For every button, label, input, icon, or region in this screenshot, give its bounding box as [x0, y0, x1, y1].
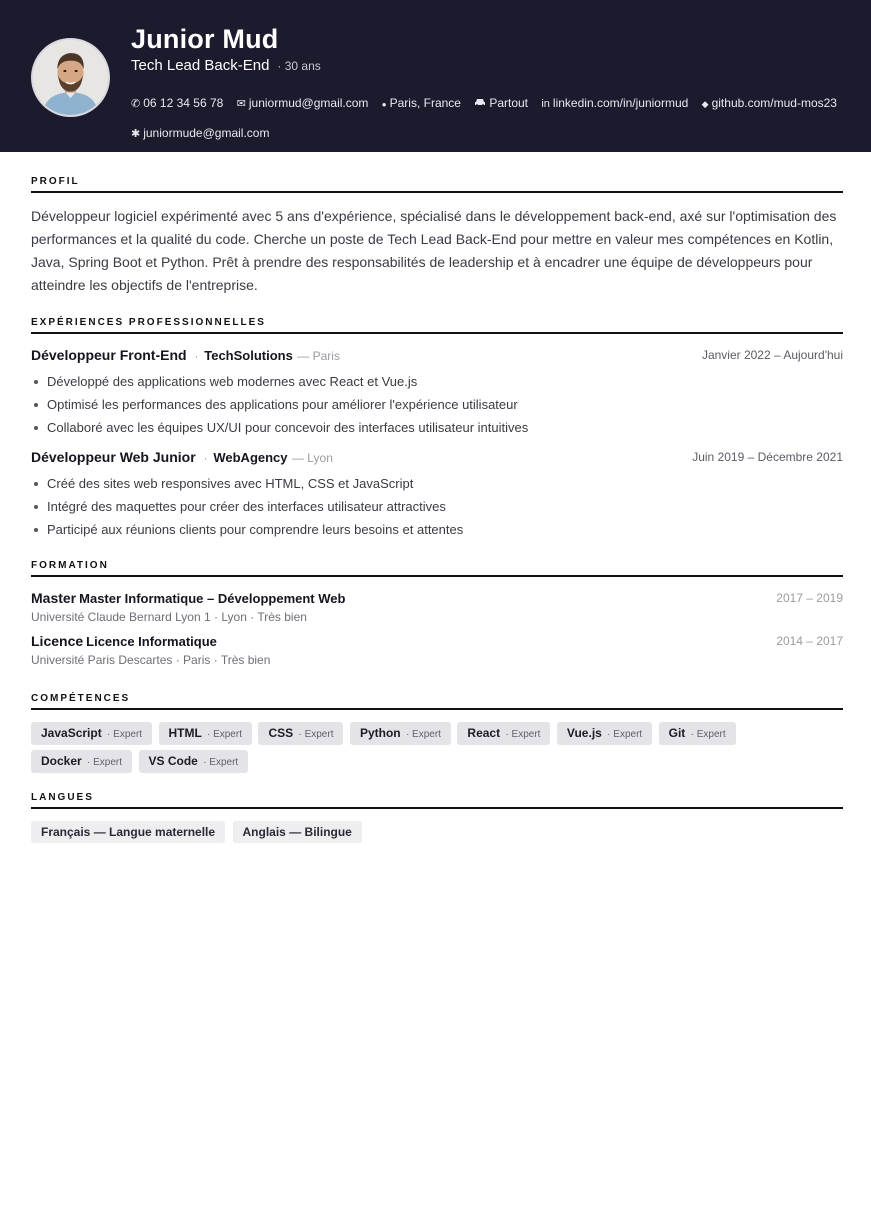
education-section: [31, 560, 843, 667]
skill-level: · Expert: [405, 729, 441, 740]
education-field: Licence Informatique: [86, 634, 217, 649]
skill-chip: [557, 722, 652, 745]
job-location: — Paris: [297, 349, 340, 363]
experience-section: [31, 317, 843, 541]
skill-name: VS Code: [148, 754, 198, 768]
job-bullet: Intégré des maquettes pour créer des interfaces utilisateur attractives: [31, 495, 843, 518]
phone-icon: ✆: [131, 98, 141, 110]
contact-location: [382, 89, 461, 119]
job-dates: Janvier 2022 – Aujourd'hui: [701, 348, 843, 362]
education-details: Université Claude Bernard Lyon 1 · Lyon · Très bien: [31, 610, 307, 624]
job-header: [31, 347, 843, 367]
contact-list: [131, 89, 851, 148]
other-contact-icon: ✱: [131, 128, 141, 140]
education-degree: Master: [31, 590, 77, 606]
contact-email[interactable]: [237, 89, 369, 118]
job-bullet: Créé des sites web responsives avec HTML, CSS et JavaScript: [31, 472, 843, 495]
skill-name: HTML: [168, 726, 202, 740]
job-bullets: [31, 472, 843, 541]
job-company: WebAgency: [213, 450, 288, 465]
education-details: Université Paris Descartes · Paris · Très bien: [31, 653, 271, 667]
skill-name: Vue.js: [566, 726, 602, 740]
skill-name: JavaScript: [41, 726, 102, 740]
skill-chip: [31, 750, 132, 773]
email-icon: ✉: [236, 98, 246, 110]
education-degree: Licence: [31, 633, 84, 649]
education-entry: [31, 590, 843, 624]
candidate-age: · 30 ans: [277, 59, 321, 73]
section-title-profile: PROFIL: [31, 176, 843, 193]
job-bullets: [31, 370, 843, 439]
job-header: [31, 449, 843, 469]
job-role: Développeur Front-End: [31, 347, 187, 363]
linkedin-icon: in: [541, 98, 550, 110]
education-header: [31, 633, 843, 652]
contact-linkedin-text: linkedin.com/in/juniormud: [552, 96, 689, 110]
skill-level: · Expert: [607, 729, 643, 740]
location-icon: ●: [381, 100, 387, 109]
contact-mobility: [474, 89, 528, 118]
profile-summary: Développeur logiciel expérimenté avec 5 ans d'expérience, spécialisé dans le développement back-end, axé sur l'optimisation des performances et la qualité du code. Cherche un poste de Tech Lead Back-End pour mettre en valeur mes compétences en Kotlin, Java, Spring Boot et Python. Prêt à prendre des responsabilités de leadership et à encadrer une équipe de développeurs pour atteindre les objectifs de l'entreprise.: [31, 208, 837, 293]
skill-level: · Expert: [206, 729, 242, 740]
person-avatar-icon: [33, 40, 108, 115]
job-bullet: Optimisé les performances des applications pour améliorer l'expérience utilisateur: [31, 393, 843, 416]
job-role: Développeur Web Junior: [31, 449, 196, 465]
job-company: TechSolutions: [204, 348, 293, 363]
resume-header: [0, 0, 871, 152]
skill-chip: [258, 722, 343, 745]
contact-phone-text: 06 12 34 56 78: [143, 96, 224, 110]
section-title-education: FORMATION: [31, 560, 843, 577]
contact-mobility-text: Partout: [489, 96, 529, 110]
skills-section: [31, 693, 843, 778]
job-entry: [31, 449, 843, 541]
language-chip: Français — Langue maternelle: [31, 821, 225, 843]
candidate-name: Junior Mud: [131, 24, 279, 54]
contact-github[interactable]: [702, 89, 837, 118]
skills-list: [31, 722, 843, 778]
skill-chip: [659, 722, 736, 745]
skill-level: · Expert: [505, 729, 541, 740]
job-bullet: Collaboré avec les équipes UX/UI pour concevoir des interfaces utilisateur intuitives: [31, 416, 843, 439]
languages-list: [31, 821, 843, 843]
car-icon: [474, 90, 486, 118]
job-bullet: Développé des applications web modernes avec React et Vue.js: [31, 370, 843, 393]
job-location: — Lyon: [291, 451, 333, 465]
skill-level: · Expert: [298, 729, 334, 740]
skill-name: Docker: [41, 754, 82, 768]
skill-chip: [159, 722, 252, 745]
job-entry: [31, 347, 843, 439]
education-dates: 2017 – 2019: [776, 591, 843, 605]
contact-location-text: Paris, France: [389, 96, 461, 110]
skill-chip: [457, 722, 550, 745]
job-separator: ·: [194, 351, 199, 363]
section-title-experience: EXPÉRIENCES PROFESSIONNELLES: [31, 317, 843, 334]
skill-level: · Expert: [690, 729, 726, 740]
section-title-skills: COMPÉTENCES: [31, 693, 843, 710]
job-bullet: Participé aux réunions clients pour comprendre leurs besoins et attentes: [31, 518, 843, 541]
contact-email-text: juniormud@gmail.com: [248, 96, 369, 110]
candidate-title: Tech Lead Back-End: [131, 57, 270, 74]
profile-section: [31, 176, 843, 297]
skill-level: · Expert: [203, 757, 239, 768]
skill-level: · Expert: [87, 757, 123, 768]
skill-name: React: [467, 726, 501, 740]
job-title-line: [131, 57, 321, 74]
skill-chip: [350, 722, 451, 745]
contact-other[interactable]: [131, 119, 269, 148]
education-entry: [31, 633, 843, 667]
language-chip: Anglais — Bilingue: [233, 821, 362, 843]
skill-chip: [139, 750, 249, 773]
github-icon: ◆: [701, 99, 709, 109]
skill-name: CSS: [268, 726, 294, 740]
job-separator: ·: [203, 453, 208, 465]
job-dates: Juin 2019 – Décembre 2021: [692, 450, 843, 464]
education-dates: 2014 – 2017: [776, 634, 843, 648]
contact-github-text: github.com/mud-mos23: [711, 96, 837, 110]
skill-level: · Expert: [107, 729, 143, 740]
languages-section: [31, 792, 843, 843]
section-title-languages: LANGUES: [31, 792, 843, 809]
education-field: Master Informatique – Développement Web: [79, 591, 346, 606]
skill-name: Git: [668, 726, 686, 740]
contact-linkedin[interactable]: [541, 89, 688, 118]
contact-other-text: juniormude@gmail.com: [143, 126, 270, 140]
skill-name: Python: [359, 726, 401, 740]
skill-chip: [31, 722, 152, 745]
contact-phone[interactable]: [131, 89, 223, 118]
education-header: [31, 590, 843, 609]
profile-photo: [31, 38, 110, 117]
